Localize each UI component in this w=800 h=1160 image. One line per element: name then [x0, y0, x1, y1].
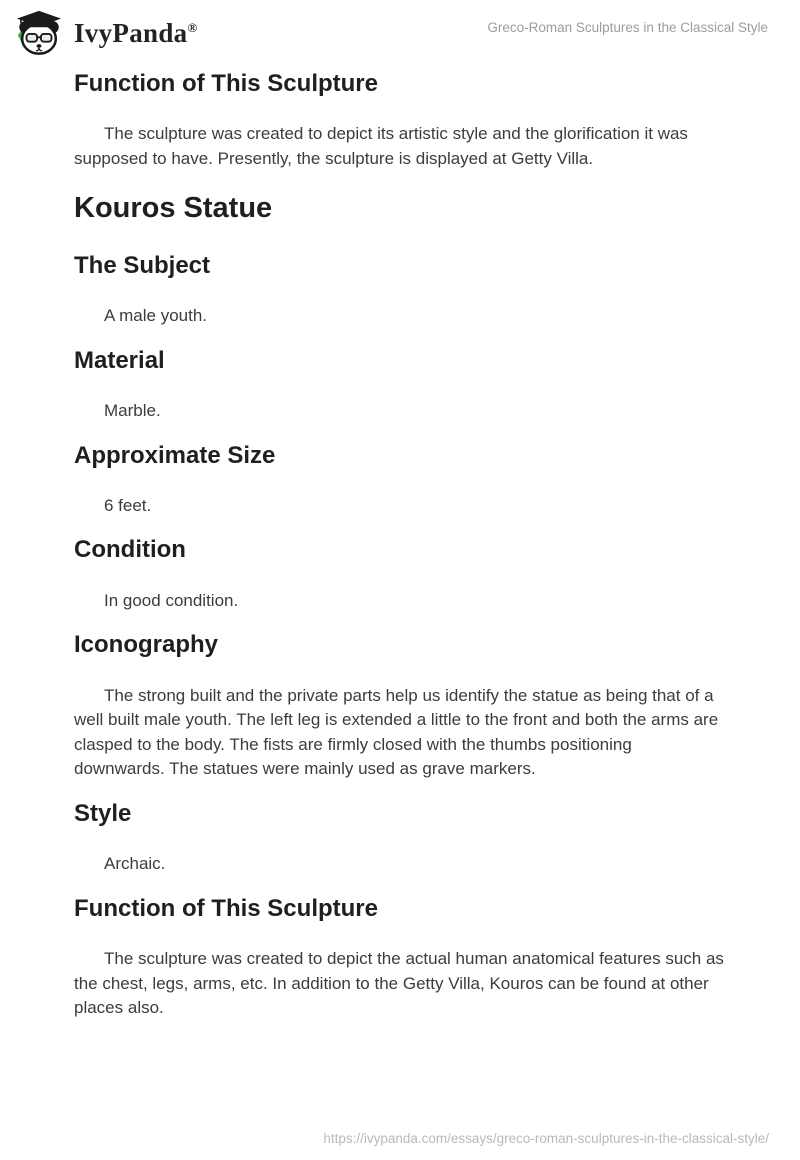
- heading-style: Style: [74, 800, 132, 828]
- paragraph-function-2: The sculpture was created to depict the actual human anatomical features such as the chest, legs, arms, etc. In addition to the Getty Villa, Kouros can be found at other places also.: [74, 949, 724, 1018]
- heading-the-subject: The Subject: [74, 251, 211, 279]
- paragraph-condition: In good condition.: [104, 590, 239, 610]
- article-content: [0, 70, 800, 1021]
- heading-function-1: Function of This Sculpture: [74, 70, 378, 97]
- registered-trademark-symbol: ®: [187, 20, 198, 35]
- document-title: Greco-Roman Sculptures in the Classical Style: [487, 20, 768, 35]
- source-url-link[interactable]: https://ivypanda.com/essays/greco-roman-sculptures-in-the-classical-style/: [323, 1131, 769, 1146]
- paragraph-material: Marble.: [104, 400, 161, 420]
- ivypanda-logo[interactable]: [14, 8, 197, 58]
- paragraph-iconography: The strong built and the private parts help us identify the statue as being that of a well built male youth. The left leg is extended a little to the front and both the arms are clasped to the body. The fists are firmly closed with the thumbs positioning downwards. The statues were mainly used as grave markers.: [74, 685, 719, 779]
- heading-approximate-size: Approximate Size: [74, 441, 276, 469]
- heading-condition: Condition: [74, 536, 186, 564]
- heading-material: Material: [74, 346, 165, 374]
- paragraph-style: Archaic.: [104, 854, 166, 874]
- brand-name: IvyPanda®: [74, 18, 198, 48]
- heading-iconography: Iconography: [74, 631, 219, 659]
- panda-graduation-cap-icon: [14, 8, 64, 58]
- page-header: [0, 0, 800, 62]
- heading-kouros-statue: Kouros Statue: [74, 191, 273, 224]
- paragraph-approximate-size: 6 feet.: [104, 495, 152, 515]
- heading-function-2: Function of This Sculpture: [74, 894, 378, 922]
- paragraph-function-1: The sculpture was created to depict its artistic style and the glorification it was supposed to have. Presently, the sculpture is displayed at Getty Villa.: [74, 124, 688, 168]
- paragraph-the-subject: A male youth.: [104, 306, 208, 326]
